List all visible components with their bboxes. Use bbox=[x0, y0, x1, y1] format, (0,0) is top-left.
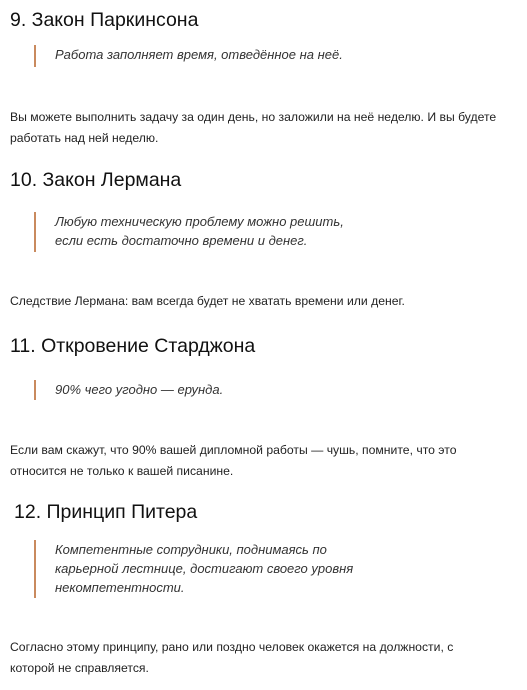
paragraph-line: относится не только к вашей писанине. bbox=[10, 464, 234, 478]
paragraph-line: Согласно этому принципу, рано или поздно человек окажется на должности, с bbox=[10, 640, 454, 654]
paragraph-line: Вы можете выполнить задачу за один день, но заложили на неё неделю. И вы будете bbox=[10, 110, 497, 124]
heading-peter: 12. Принцип Питера bbox=[14, 501, 198, 523]
quote-line: если есть достаточно времени и денег. bbox=[55, 233, 308, 248]
quote-line: Любую техническую проблему можно решить, bbox=[55, 214, 344, 229]
heading-lerman: 10. Закон Лермана bbox=[10, 169, 182, 191]
paragraph-lerman bbox=[10, 291, 525, 312]
paragraph-line: которой не справляется. bbox=[10, 661, 149, 675]
heading-sturgeon: 11. Откровение Старджона bbox=[10, 335, 256, 357]
paragraph-line: Если вам скажут, что 90% вашей дипломной работы — чушь, помните, что это bbox=[10, 443, 457, 457]
paragraph-sturgeon bbox=[10, 440, 525, 482]
quote-line: некомпетентности. bbox=[55, 580, 185, 595]
quote-lerman bbox=[34, 212, 344, 252]
paragraph-line: работать над ней неделю. bbox=[10, 131, 159, 145]
quote-line: Работа заполняет время, отведённое на неё. bbox=[55, 47, 343, 62]
quote-peter bbox=[34, 540, 353, 598]
quote-sturgeon bbox=[34, 380, 223, 400]
quote-line: 90% чего угодно — ерунда. bbox=[55, 382, 224, 397]
paragraph-line: Следствие Лермана: вам всегда будет не хватать времени или денег. bbox=[10, 294, 405, 308]
quote-line: карьерной лестнице, достигают своего уровня bbox=[55, 561, 354, 576]
quote-line: Компетентные сотрудники, поднимаясь по bbox=[55, 542, 327, 557]
paragraph-peter bbox=[10, 637, 525, 679]
heading-parkinson: 9. Закон Паркинсона bbox=[10, 9, 199, 31]
quote-parkinson bbox=[34, 45, 343, 67]
paragraph-parkinson bbox=[10, 107, 525, 149]
